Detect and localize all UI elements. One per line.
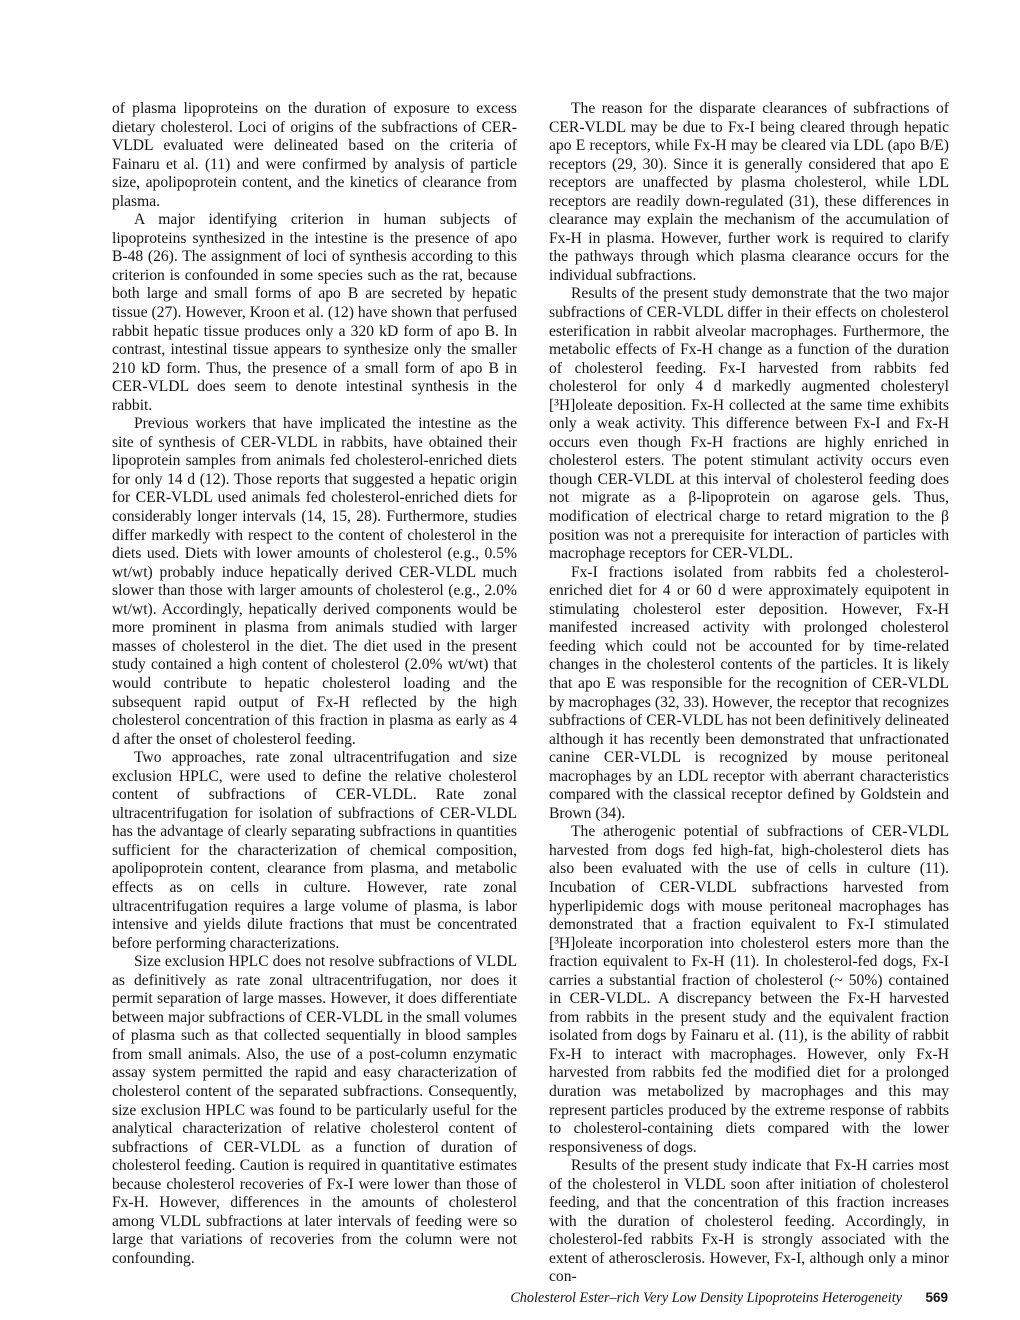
- paragraph: A major identifying criterion in human subjects of lipoproteins synthesized in the intestine is the presence of apo B-48 (26). The assignment of loci of synthesis according to this criterion is confounded in some species such as the rat, because both large and small forms of apo B are secreted by hepatic tissue (27). However, Kroon et al. (12) have shown that perfused rabbit hepatic tissue produces only a 320 kD form of apo B. In contrast, intestinal tissue appears to synthesize only the smaller 210 kD form. Thus, the presence of a small form of apo B in CER-VLDL does seem to denote intestinal synthesis in the rabbit.: [112, 211, 517, 414]
- running-title: Cholesterol Ester–rich Very Low Density Lipoproteins Heterogeneity: [510, 1290, 902, 1306]
- paragraph: Results of the present study indicate that Fx-H carries most of the cholesterol in VLDL soon after initiation of cholesterol feeding, and that the concentration of this fraction increases with the duration of cholesterol feeding. Accordingly, in cholesterol-fed rabbits Fx-H is strongly associated with the extent of atherosclerosis. However, Fx-I, although only a minor con-: [549, 1157, 949, 1286]
- paragraph: The reason for the disparate clearances of subfractions of CER-VLDL may be due to Fx-I being cleared through hepatic apo E receptors, while Fx-H may be cleared via LDL (apo B/E) receptors (29, 30). Since it is generally considered that apo E receptors are unaffected by plasma cholesterol, while LDL receptors are readily down-regulated (31), these differences in clearance may explain the mechanism of the accumulation of Fx-H in plasma. However, further work is required to clarify the pathways through which plasma clearance occurs for the individual subfractions.: [549, 100, 949, 284]
- left-column: [112, 100, 517, 1268]
- paragraph: Fx-I fractions isolated from rabbits fed a cholesterol-enriched diet for 4 or 60 d were approximately equipotent in stimulating cholesterol ester deposition. However, Fx-H manifested increased activity with prolonged cholesterol feeding which could not be accounted for by time-related changes in the cholesterol contents of the particles. It is likely that apo E was responsible for the recognition of CER-VLDL by macrophages (32, 33). However, the receptor that recognizes subfractions of CER-VLDL has not been definitively delineated although it has recently been demonstrated that unfractionated canine CER-VLDL is recognized by mouse peritoneal macrophages by an LDL receptor with aberrant characteristics compared with the classical receptor defined by Goldstein and Brown (34).: [549, 563, 949, 822]
- page-footer: [480, 1290, 948, 1310]
- paragraph: Previous workers that have implicated the intestine as the site of synthesis of CER-VLDL in rabbits, have obtained their lipoprotein samples from animals fed cholesterol-enriched diets for only 14 d (12). Those reports that suggested a hepatic origin for CER-VLDL used animals fed cholesterol-enriched diets for considerably longer intervals (14, 15, 28). Furthermore, studies differ markedly with respect to the content of cholesterol in the diets used. Diets with lower amounts of cholesterol (e.g., 0.5% wt/wt) probably induce hepatically derived CER-VLDL much slower than those with larger amounts of cholesterol (e.g., 2.0% wt/wt). Accordingly, hepatically derived components would be more prominent in plasma from animals studied with larger masses of cholesterol in the diet. The diet used in the present study contained a high content of cholesterol (2.0% wt/wt) that would contribute to hepatic cholesterol loading and the subsequent rapid output of Fx-H reflected by the high cholesterol concentration of this fraction in plasma as early as 4 d after the onset of cholesterol feeding.: [112, 415, 517, 748]
- paragraph: Two approaches, rate zonal ultracentrifugation and size exclusion HPLC, were used to define the relative cholesterol content of subfractions of CER-VLDL. Rate zonal ultracentrifugation for isolation of subfractions of CER-VLDL has the advantage of clearly separating subfractions in quantities sufficient for the characterization of chemical composition, apolipoprotein content, clearance from plasma, and metabolic effects as on cells in culture. However, rate zonal ultracentrifugation requires a large volume of plasma, is labor intensive and yields dilute fractions that must be concentrated before performing characterizations.: [112, 749, 517, 952]
- paragraph: Results of the present study demonstrate that the two major subfractions of CER-VLDL differ in their effects on cholesterol esterification in rabbit alveolar macrophages. Furthermore, the metabolic effects of Fx-H change as a function of the duration of cholesterol feeding. Fx-I harvested from rabbits fed cholesterol for only 4 d markedly augmented cholesteryl [³H]oleate deposition. Fx-H collected at the same time exhibits only a weak activity. This difference between Fx-I and Fx-H occurs even though Fx-H fractions are highly enriched in cholesterol esters. The potent stimulant activity occurs even though CER-VLDL at this interval of cholesterol feeding does not migrate as a β-lipoprotein on agarose gels. Thus, modification of electrical charge to retard migration to the β position was not a prerequisite for interaction of particles with macrophage receptors for CER-VLDL.: [549, 285, 949, 563]
- paragraph: The atherogenic potential of subfractions of CER-VLDL harvested from dogs fed high-fat, high-cholesterol diets has also been evaluated with the use of cells in culture (11). Incubation of CER-VLDL subfractions harvested from hyperlipidemic dogs with mouse peritoneal macrophages has demonstrated that a fraction equivalent to Fx-I stimulated [³H]oleate incorporation into cholesterol esters more than the fraction equivalent to Fx-H (11). In cholesterol-fed dogs, Fx-I carries a substantial fraction of cholesterol (~ 50%) contained in CER-VLDL. A discrepancy between the Fx-H harvested from rabbits in the present study and the equivalent fraction isolated from dogs by Fainaru et al. (11), is the ability of rabbit Fx-H to interact with macrophages. However, only Fx-H harvested from rabbits fed the modified diet for a prolonged duration was metabolized by macrophages and this may represent particles produced by the extreme response of rabbits to cholesterol-containing diets compared with the lower responsiveness of dogs.: [549, 823, 949, 1156]
- paragraph: Size exclusion HPLC does not resolve subfractions of VLDL as definitively as rate zonal ultracentrifugation, nor does it permit separation of large masses. However, it does differentiate between major subfractions of CER-VLDL in the small volumes of plasma such as that collected sequentially in blood samples from small animals. Also, the use of a post-column enzymatic assay system permitted the rapid and easy characterization of cholesterol content of the separated subfractions. Consequently, size exclusion HPLC was found to be particularly useful for the analytical characterization of relative cholesterol content of subfractions of CER-VLDL as a function of duration of cholesterol feeding. Caution is required in quantitative estimates because cholesterol recoveries of Fx-I were lower than those of Fx-H. However, differences in the amounts of cholesterol among VLDL subfractions at later intervals of feeding were so large that variations of recoveries from the column were not confounding.: [112, 953, 517, 1267]
- page-number: 569: [925, 1290, 948, 1305]
- right-column: [549, 100, 949, 1287]
- paragraph: of plasma lipoproteins on the duration of exposure to excess dietary cholesterol. Loci of origins of the subfractions of CER-VLDL evaluated were delineated based on the criteria of Fainaru et al. (11) and were confirmed by analysis of particle size, apolipoprotein content, and the kinetics of clearance from plasma.: [112, 100, 517, 210]
